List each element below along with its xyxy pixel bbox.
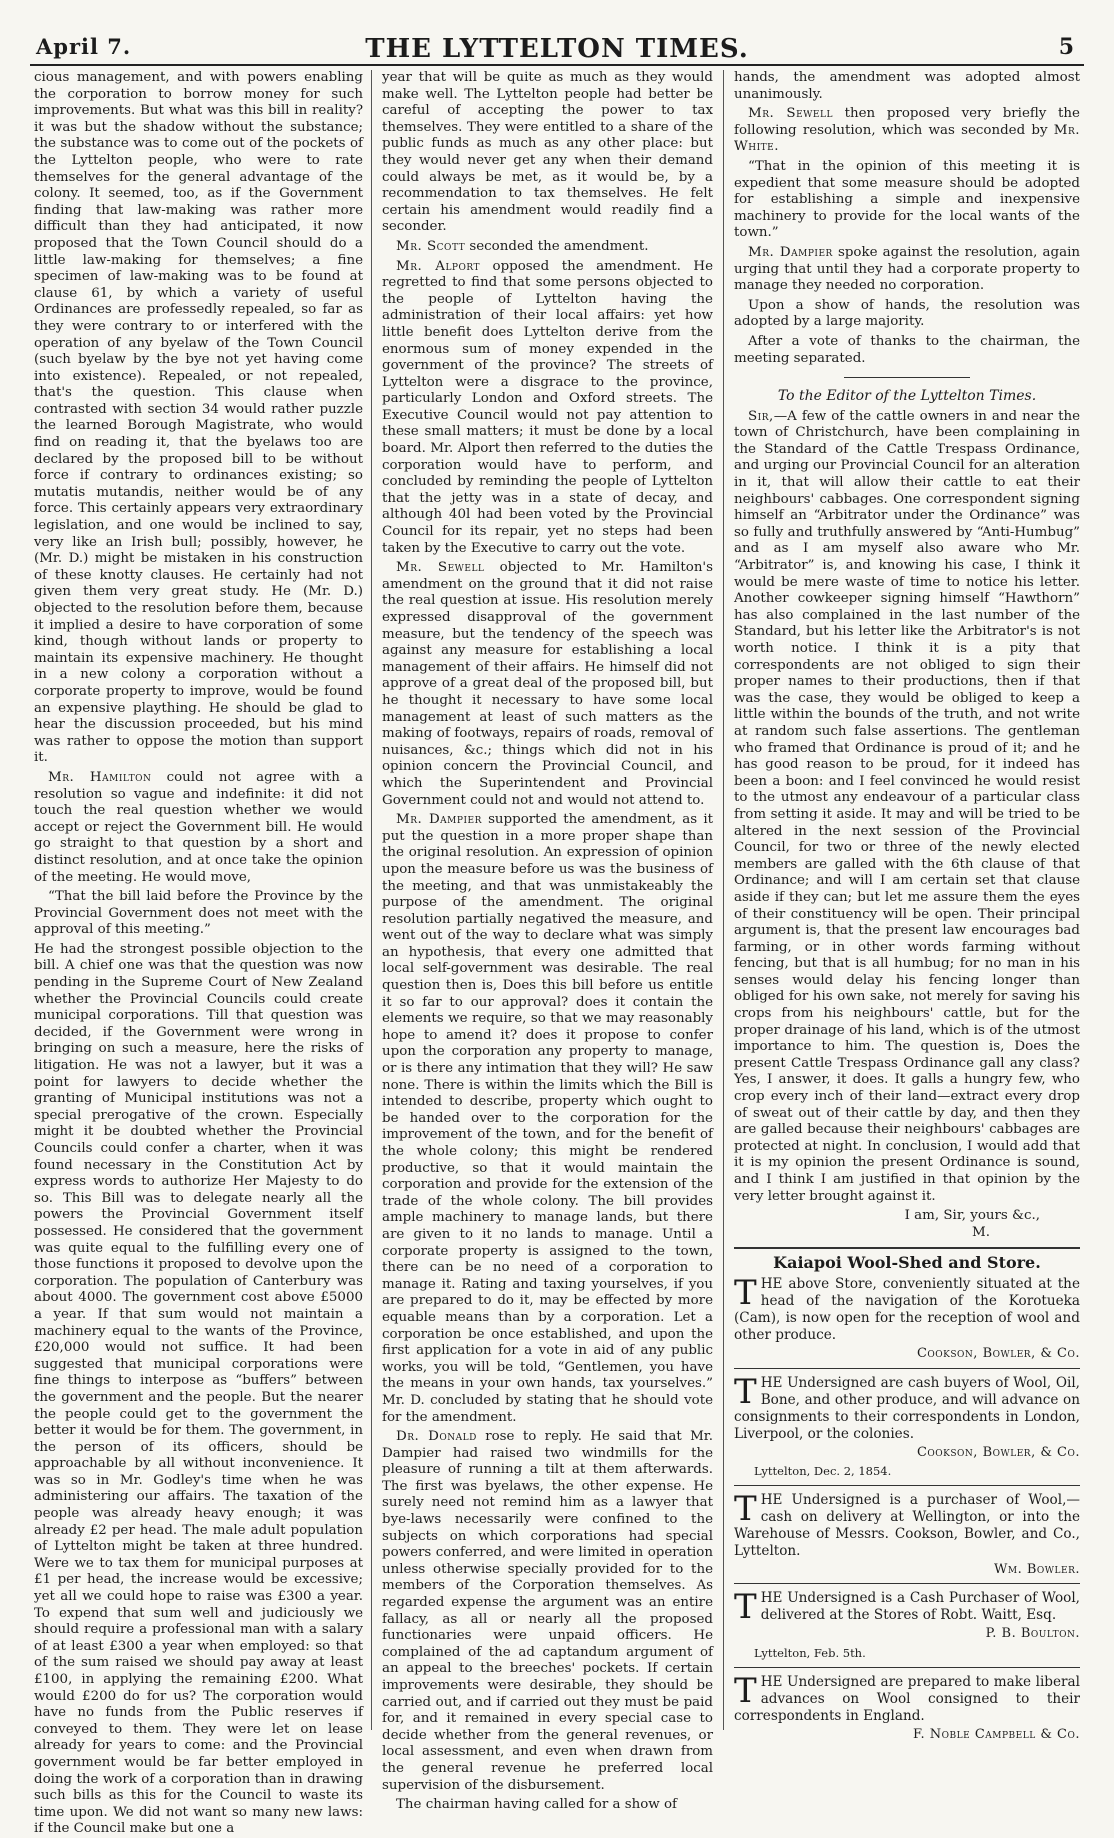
letter-signoff: I am, Sir, yours &c., — [904, 1208, 1040, 1224]
column-1 — [30, 70, 371, 1837]
ad-date: Lyttelton, Feb. 5th. — [754, 1645, 866, 1660]
letter-heading: To the Editor of the Lyttelton Times. — [777, 388, 1037, 405]
newspaper-title: THE LYTTELTON TIMES. — [365, 34, 749, 64]
advertisement: THE Undersigned is a purchaser of Wool,—cash on delivery at Wellington, or into the Warehouse of Messrs. Cookson, Bowler, and Co., Lyttelton. Wm. Bowler. — [734, 1485, 1080, 1584]
paragraph: The chairman having called for a show of — [396, 1797, 678, 1813]
paragraph: Mr. Hamilton could not agree with a resolution so vague and indefinite: it did not touch the real question whether we would accept or reject the Government bill. He would go straight to that question by a short and distinct resolution, and at once take the opinion of the meeting. He would move, — [34, 769, 364, 885]
advertisement: THE Undersigned are prepared to make liberal advances on Wool consigned to their correspondents in England. F. Noble Campbell & Co. — [734, 1667, 1080, 1749]
speaker-name: Mr. White. — [734, 122, 1080, 155]
drop-cap: T — [734, 1488, 757, 1529]
paragraph: After a vote of thanks to the chairman, the meeting separated. — [734, 333, 1080, 366]
paragraph: cious management, and with powers enabling the corporation to borrow money for such improvements. But what was this bill in reality? it was but the shadow without the substance; the substance was to come out of the pockets of the Lyttelton people, who were to rate themselves for the general advantage of the colony. It seemed, too, as if the Government finding that law-making was rather more difficult than they had anticipated, it now proposed that the Town Council should do a little law-making for themselves; a fine specimen of law-making was to be found at clause 61, by which a variety of useful Ordinances are professedly repealed, so far as they were contrary to or interfered with the operation of any byelaw of the Town Council (such byelaw by the bye not yet having come into existence). Repealed, or not repealed, that's the question. This clause when contrasted with section 34 would rather puzzle the learned Borough Magistrate, who would find on reading it, that the byelaws too are declared by the proposed bill to be without force if contrary to ordinances existing; so mutatis mutandis, neither would be of any force. This certainly appears very extraordinary legislation, and one would be inclined to say, very like an Irish bull; possibly, however, he (Mr. D.) might be mistaken in his construction of these knotty clauses. He certainly had not given them very great study. He (Mr. D.) objected to the resolution before them, because it implied a desire to have corporation of some kind, though without lands or property to maintain its expensive machinery. He thought in a new colony a corporation without a corporate property to improve, would be found an expensive plaything. He should be glad to hear the discussion proceeded, but his mind was rather to oppose the motion than support it. — [34, 70, 363, 766]
letter-body: Sir,—A few of the cattle owners in and near the town of Christchurch, have been complaining in the Standard of the Cattle Trespass Ordinance, and urging our Provincial Council for an alteration in it, that will allow their cattle to eat their neighbours' cabbages. One correspondent signing himself an “Arbitrator under the Ordinance” was so fully and truthfully answered by “Anti-Humbug” and as I am myself also aware who Mr. “Arbitrator” is, and knowing his case, I think it would be mere waste of time to notice his letter. Another cowkeeper signing himself “Hawthorn” has also complained in the last number of the Standard, but his letter like the Arbitrator's is not worth notice. I think it is a pity that correspondents are not obliged to sign their proper names to their productions, then if that was the case, they would be obliged to keep a little within the bounds of the truth, and not write at random such false assertions. The gentleman who framed that Ordinance is proud of it; and he has good reason to be proud, for it indeed has been a boon: and I feel convinced he would resist to the utmost any endeavour of a particular class from setting it aside. It may and will be tried to be altered in the next session of the Provincial Council, for two or three of the newly elected members are galled with the 6th clause of that Ordinance; and will I am certain set that clause aside if they can; but let me assure them the eyes of their constituency will be open. Their principal argument is, that the present law encourages bad farming, or in other words farming without fencing, but that is all humbug; for no man in his senses would delay his fencing longer than obliged for his own sake, not merely for saving his crops from his neighbours' cattle, but for the proper drainage of his land, which is of the utmost importance to him. The question is, Does the present Cattle Trespass Ordinance gall any class? Yes, I answer, it does. It galls a hungry few, who crop every inch of their land—extract every drop of sweat out of their cattle by day, and then they are galled because their neighbours' cabbages are protected at night. In conclusion, I would add that it is my opinion the present Ordinance is sound, and I think I am justified in that opinion by the very letter brought against it. — [734, 408, 1080, 1204]
page-number: 5 — [1058, 34, 1074, 60]
paragraph: Mr. Sewell objected to Mr. Hamilton's amendment on the ground that it did not raise the real question at issue. His resolution merely expressed disapproval of the government measure, but the tendency of the speech was against any measure for establishing a local management of their affairs. He himself did not approve of a great deal of the proposed bill, but he thought it necessary to have some local management at least of such matters as the making of footways, repairs of roads, removal of nuisances, &c.; things which did not in his opinion concern the Provincial Council, and which the Superintendent and Provincial Government could not and would not attend to. — [382, 560, 713, 808]
column-2 — [371, 70, 723, 1813]
paragraph: He had the strongest possible objection to the bill. A chief one was that the question was now pending in the Supreme Court of New Zealand whether the Provincial Councils could create municipal corporations. Till that question was decided, if the Government were wrong in bringing on such a measure, here the risks of litigation. He was not a lawyer, but it was a point for lawyers to decide whether the granting of Municipal institutions was not a special prerogative of the crown. Especially might it be doubted whether the Provincial Councils could confer a charter, when it was found necessary in the Constitution Act by express words to authorize Her Majesty to do so. This Bill was to delegate nearly all the powers the Provincial Government itself possessed. He considered that the government was quite equal to the fulfilling every one of those functions it proposed to devolve upon the corporation. The population of Canterbury was about 4000. The government cost above £5000 a year. If that sum would not maintain a machinery equal to the wants of the Province, £20,000 would not suffice. It had been suggested that municipal corporations were fine things to interpose as “buffers” between the government and the people. But the nearer the people could get to the government the better it would be for them. The government, in the person of its officers, should be approachable by all without inconvenience. It was so in Mr. Godley's time when he was administering our affairs. The taxation of the people was already heavy enough; it was already £2 per head. The male adult population of Lyttelton might be taken at three hundred. Were we to tax them for municipal purposes at £1 per head, the increase would be excessive; yet all we could hope to raise was £300 a year. To expend that sum well and judiciously we should require a professional man with a salary of at least £300 a year when employed: so that of the sum raised we should pay away at least £100, in applying the remaining £200. What would £200 do for us? The corporation would have no funds from the Public reserves if conveyed to them. They were let on lease already for years to come: and the Provincial government would be far better employed in doing the work of a corporation than in drawing such bills as this for the Council to waste its time upon. We did not want so many new laws: if the Council make but one a — [34, 941, 363, 1837]
ad-signature: P. B. Boulton. — [985, 1626, 1080, 1642]
quoted-resolution: “That the bill laid before the Province by the Provincial Government does not meet with the approval of this meeting.” — [34, 889, 363, 938]
advertisement: THE Undersigned are cash buyers of Wool, Oil, Bone, and other produce, and will advance on consignments to their correspondents in London, Liverpool, or the colonies. Cookson, Bowler, & Co. Lyttelton, Dec. 2, 1854. — [734, 1368, 1080, 1485]
ad-title: Kaiapoi Wool-Shed and Store. — [773, 1253, 1041, 1273]
ad-signature: F. Noble Campbell & Co. — [913, 1726, 1080, 1742]
drop-cap: T — [734, 1587, 757, 1628]
paragraph: Upon a show of hands, the resolution was adopted by a large majority. — [734, 297, 1080, 330]
speaker-name: Mr. Dampier — [748, 244, 833, 260]
letter-salutation: Sir, — [748, 408, 774, 424]
paragraph: Mr. Sewell then proposed very briefly the following resolution, which was seconded by Mr. White. — [734, 106, 1080, 155]
drop-cap: T — [734, 1670, 757, 1711]
paragraph: Mr. Dampier spoke against the resolution, again urging that until they had a corporate property to manage they needed no corporation. — [734, 244, 1080, 294]
issue-date: April 7. — [36, 34, 132, 59]
letter-signature: M. — [972, 1224, 990, 1240]
divider — [734, 1247, 1080, 1249]
speaker-name: Mr. Dampier — [396, 812, 482, 828]
ad-signature: Cookson, Bowler, & Co. — [916, 1444, 1080, 1460]
drop-cap: T — [734, 1272, 757, 1313]
paragraph: Mr. Scott seconded the amendment. — [396, 238, 649, 254]
ad-signature: Wm. Bowler. — [994, 1561, 1080, 1577]
speaker-name: Mr. Sewell — [396, 560, 485, 576]
speaker-name: Mr. Sewell — [748, 106, 833, 122]
speaker-name: Dr. Donald — [396, 1429, 477, 1445]
advertisement: THE above Store, conveniently situated at the head of the navigation of the Korotueka (Cam), is now open for the reception of wool and other produce. Cookson, Bowler, & Co. — [734, 1272, 1080, 1361]
drop-cap: T — [734, 1371, 757, 1412]
paragraph: year that will be quite as much as they would make well. The Lyttelton people had better be careful of accepting the power to tax themselves. They were entitled to a share of the public funds as much as any other place: but they would never get any when their demand could always be met, as it would be, by a recommendation to tax themselves. He felt certain his amendment would readily find a seconder. — [382, 70, 713, 235]
column-3 — [723, 70, 1084, 1742]
ad-date: Lyttelton, Dec. 2, 1854. — [754, 1464, 892, 1479]
speaker-name: Mr. Alport — [396, 258, 480, 274]
divider — [844, 377, 970, 378]
speaker-name: Mr. Scott — [396, 238, 466, 254]
paragraph: Dr. Donald rose to reply. He said that Mr. Dampier had raised two windmills for the pleasure of running a tilt at them afterwards. The first was byelaws, the other expense. He surely need not remind him as a lawyer that bye-laws necessarily were confined to the subjects on which corporations had special powers conferred, and were limited in operation unless otherwise specially provided for to the members of the Corporation themselves. As regarded expense the argument was an entire fallacy, as all or nearly all the proposed functionaries were unpaid officers. He complained of the ad captandum argument of an appeal to the breeches' pockets. If certain improvements were desirable, they should be carried out, and if carried out they must be paid for, and it remained in every special case to decide whether from the general revenues, or local assessment, and even when drawn from the general revenue he preferred local supervision of the disbursement. — [382, 1429, 713, 1793]
paragraph: Mr. Alport opposed the amendment. He regretted to find that some persons objected to the people of Lyttelton having the administration of their local affairs: yet how little benefit does Lyttelton derive from the enormous sum of money expended in the government of the province? The streets of Lyttelton were a disgrace to the province, particularly London and Oxford streets. The Executive Council would not pay attention to these small matters; it must be done by a local board. Mr. Alport then referred to the duties the corporation would have to perform, and concluded by reminding the people of Lyttelton that the jetty was in a state of decay, and although 40l had been voted by the Provincial Council for its repair, yet no steps had been taken by the Executive to carry out the vote. — [382, 258, 713, 556]
ad-signature: Cookson, Bowler, & Co. — [916, 1345, 1080, 1361]
paragraph: hands, the amendment was adopted almost unanimously. — [734, 70, 1080, 102]
masthead — [30, 34, 1084, 66]
columns — [30, 70, 1084, 1837]
speaker-name: Mr. Hamilton — [48, 769, 152, 785]
advertisement: THE Undersigned is a Cash Purchaser of Wool, delivered at the Stores of Robt. Waitt, Esq. P. B. Boulton. Lyttelton, Feb. 5th. — [734, 1583, 1080, 1666]
paragraph: Mr. Dampier supported the amendment, as it put the question in a more proper shape than the original resolution. An expression of opinion upon the measure before us was the business of the meeting, and that was unmistakeably the purpose of the amendment. The original resolution partially negatived the measure, and went out of the way to declare what was simply an hypothesis, that every one admitted that local self-government was desirable. The real question then is, Does this bill before us entitle it so far to our approval? does it contain the elements we require, so that we may reasonably hope to amend it? does it propose to confer upon the corporation any property to manage, or is there any intimation that they will? He saw none. There is within the limits which the Bill is intended to describe, property which ought to be handed over to the corporation for the improvement of the town, and for the benefit of the whole colony; this might be rendered productive, so that it would maintain the corporation and provide for the extension of the trade of the whole colony. The bill provides ample machinery to manage lands, but there are given to it no lands to manage. Until a corporate property is assigned to the town, there can be no need of a corporation to manage it. Rating and taxing yourselves, if you are prepared to do it, may be effected by more equable means than by a corporation. Let a corporation be once established, and upon the first application for a vote in aid of any public works, you will be told, “Gentlemen, you have the means in your own hands, tax yourselves.” Mr. D. concluded by stating that he should vote for the amendment. — [382, 812, 713, 1425]
quoted-resolution: “That in the opinion of this meeting it is expedient that some measure should be adopted for establishing a simple and inexpensive machinery to provide for the local wants of the town.” — [734, 158, 1080, 241]
